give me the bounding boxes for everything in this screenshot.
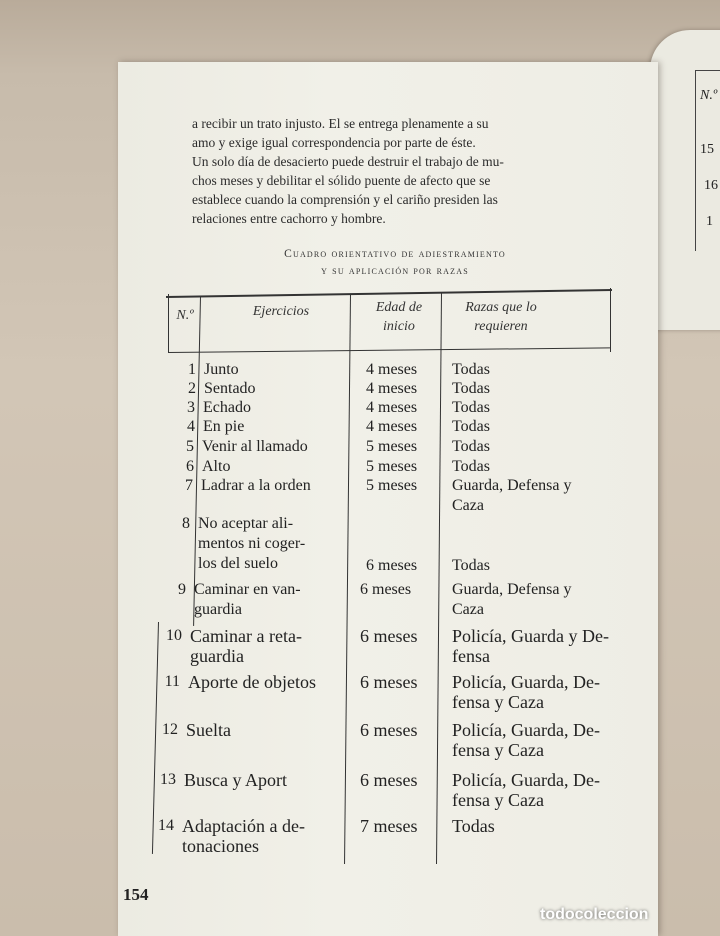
razas-line: fensa y Caza [452,790,544,810]
row-ejercicio [188,672,338,692]
razas-line: Policía, Guarda y De- [452,626,609,646]
row-ejercicio [198,514,348,574]
ejercicio-line: No aceptar ali- [198,515,294,532]
page-number: 154 [123,885,149,904]
row-razas [452,398,620,418]
row-number: 4 [187,418,195,435]
paragraph-line: establece cuando la comprensión y el cariño presiden las [192,192,498,207]
ejercicio-line: Adaptación a de- [182,816,305,836]
razas-line: Todas [452,438,490,455]
ejercicio-line: Sentado [204,380,256,397]
razas-line: Todas [452,816,495,836]
column-divider-num [193,296,201,626]
row-razas [452,580,620,620]
table-header-rule [168,347,610,353]
column-divider-edad [436,292,442,864]
row-ejercicio [203,398,353,418]
razas-line: Policía, Guarda, De- [452,720,600,740]
ejercicio-line: Ladrar a la orden [201,477,311,494]
razas-line: fensa y Caza [452,692,544,712]
row-razas [452,816,620,836]
row-number: 13 [160,771,176,788]
row-edad: 4 meses [366,418,418,435]
row-ejercicio [190,626,340,666]
row-number: 2 [188,380,196,397]
row-number: 10 [166,627,182,644]
intro-paragraph [192,114,604,228]
row-number: 12 [162,721,178,738]
row-razas [452,626,620,666]
table-right-border [610,288,611,352]
row-number: 6 [186,458,194,475]
row-razas [452,672,620,712]
row-edad: 4 meses [366,399,418,416]
row-ejercicio [204,360,354,380]
ejercicio-line: Aporte de objetos [188,672,316,692]
ejercicio-line: guardia [190,646,244,666]
row-number: 7 [185,477,193,494]
razas-line: Todas [452,557,490,574]
razas-line: Todas [452,418,490,435]
razas-line: Policía, Guarda, De- [452,672,600,692]
row-ejercicio [202,437,352,457]
row-number: 14 [158,817,174,834]
paragraph-line: relaciones entre cachorro y hombre. [192,211,386,226]
razas-line: fensa [452,646,490,666]
row-razas [452,476,620,516]
header-edad [356,298,442,336]
row-number: 3 [187,399,195,416]
row-razas [452,379,620,399]
razas-line: Todas [452,380,490,397]
row-edad: 4 meses [366,361,418,378]
right-page-row-fragment: 16 [704,178,718,193]
row-number: 11 [164,673,180,690]
caption-line: Cuadro orientativo de adiestramiento [284,248,506,260]
header-ejercicios: Ejercicios [252,304,310,319]
header-edad-line: inicio [383,319,415,334]
razas-line: Policía, Guarda, De- [452,770,600,790]
ejercicio-line: Caminar en van- [194,581,301,598]
row-edad: 5 meses [366,458,418,475]
ejercicio-line: Alto [202,458,231,475]
ejercicio-line: Suelta [186,720,231,740]
razas-line: Caza [452,601,484,618]
ejercicio-line: Junto [204,361,239,378]
row-edad: 6 meses [366,557,418,574]
row-razas [452,360,620,380]
table-caption [180,246,610,280]
row-razas [452,417,620,437]
watermark: todocoleccion [540,906,649,923]
row-edad: 4 meses [366,380,418,397]
ejercicio-line: Venir al llamado [202,438,308,455]
ejercicio-line: mentos ni coger- [198,535,306,552]
razas-line: Todas [452,399,490,416]
ejercicio-line: En pie [203,418,245,435]
header-razas [446,298,556,336]
paragraph-line: chos meses y debilitar el sólido puente de afecto que se [192,173,491,188]
row-edad: 6 meses [360,581,412,598]
paragraph-line: a recibir un trato injusto. El se entrega plenamente a su [192,116,489,131]
razas-line: Todas [452,361,490,378]
row-ejercicio [201,476,351,496]
row-razas [452,770,620,810]
razas-line: Guarda, Defensa y [452,581,572,598]
row-edad: 6 meses [360,720,418,740]
row-edad: 5 meses [366,477,418,494]
row-number: 1 [188,361,196,378]
row-edad: 6 meses [360,672,418,692]
row-ejercicio [186,720,336,740]
caption-line: y su aplicación por razas [321,265,469,277]
row-ejercicio [204,379,354,399]
right-page-header-fragment: N.º [700,88,718,103]
row-number: 8 [182,515,190,532]
razas-line: Guarda, Defensa y [452,477,572,494]
header-num: N.º [176,308,194,323]
right-page-row-fragment: 15 [700,142,714,157]
ejercicio-line: los del suelo [198,555,278,572]
training-table [158,292,612,862]
row-razas [452,556,620,576]
row-ejercicio [202,457,352,477]
row-ejercicio [203,417,353,437]
right-page-row-fragment: 1 [706,214,713,229]
ejercicio-line: tonaciones [182,836,259,856]
row-edad: 6 meses [360,626,418,646]
paragraph-line: Un solo día de desacierto puede destruir el trabajo de mu- [192,154,504,169]
row-number: 5 [186,438,194,455]
row-edad: 7 meses [360,816,418,836]
row-razas [452,437,620,457]
ejercicio-line: Busca y Aport [184,770,287,790]
header-edad-line: Edad de [375,300,423,315]
ejercicio-line: guardia [194,601,242,618]
header-razas-line: Razas que lo [465,300,537,315]
ejercicio-line: Caminar a reta- [190,626,302,646]
ejercicio-line: Echado [203,399,251,416]
row-ejercicio [194,580,344,620]
row-number: 9 [178,581,186,598]
row-ejercicio [182,816,332,856]
paragraph-line: amo y exige igual correspondencia por parte de éste. [192,135,476,150]
row-edad: 6 meses [360,770,418,790]
header-razas-line: requieren [474,319,528,334]
razas-line: fensa y Caza [452,740,544,760]
row-razas [452,457,620,477]
row-edad: 5 meses [366,438,418,455]
row-razas [452,720,620,760]
row-ejercicio [184,770,334,790]
razas-line: Caza [452,497,484,514]
razas-line: Todas [452,458,490,475]
